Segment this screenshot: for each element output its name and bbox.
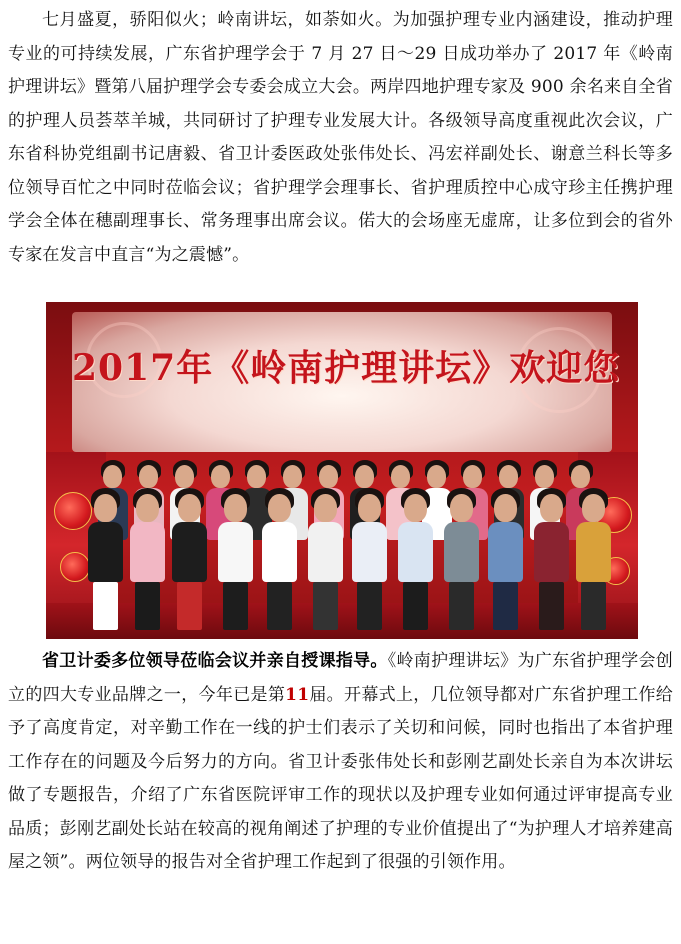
attendee-head — [103, 465, 122, 488]
attendee-legs — [581, 582, 607, 630]
intro-paragraph — [8, 4, 673, 272]
attendee-head — [139, 465, 158, 488]
attendee-legs — [357, 582, 383, 630]
attendee-legs — [403, 582, 429, 630]
attendee-body — [130, 522, 165, 583]
attendee-head — [178, 494, 200, 521]
attendee-legs — [177, 582, 203, 630]
attendee-head — [355, 465, 374, 488]
attendee-head — [582, 494, 604, 521]
attendee-head — [571, 465, 590, 488]
attendee-head — [211, 465, 230, 488]
attendee-legs — [93, 582, 119, 630]
attendee-body — [218, 522, 253, 583]
attendee-head — [94, 494, 116, 521]
attendee-body — [398, 522, 433, 583]
attendee-head — [283, 465, 302, 488]
attendee-head — [427, 465, 446, 488]
attendee-legs — [223, 582, 249, 630]
attendee-head — [358, 494, 380, 521]
attendee-head — [224, 494, 246, 521]
attendee-body — [576, 522, 611, 583]
attendee-head — [540, 494, 562, 521]
attendee-head — [494, 494, 516, 521]
attendee-head — [499, 465, 518, 488]
attendee-body — [172, 522, 207, 583]
intro-paragraph-text: 七月盛夏，骄阳似火；岭南讲坛，如荼如火。为加强护理专业内涵建设，推动护理专业的可持续发展，广东省护理学会于 7 月 27 日～29 日成功举办了 2017 年《岭南护理讲坛》暨第八届护理学会专委会成立大会。两岸四地护理专家及 900 余名来自全省的护理人员荟萃羊城，共同研讨了护理专业发展大计。各级领导高度重视此次会议，广东省科协党组副书记唐毅、省卫计委医政处张伟处长、冯宏祥副处长、谢意兰科长等多位领导百忙之中同时莅临会议；省护理学会理事长、省护理质控中心成守珍主任携护理学会全体在穗副理事长、常务理事出席会议。偌大的会场座无虚席，让多位到会的省外专家在发言中直言“为之震憾”。 — [8, 10, 673, 265]
leaders-paragraph-text-before: 《岭南护理讲坛》为广东省护理学会创立的四大专业品牌之一，今年已是第 — [8, 651, 673, 705]
lantern-icon — [60, 552, 90, 582]
attendee-body — [308, 522, 343, 583]
attendee-head — [314, 494, 336, 521]
attendee-head — [268, 494, 290, 521]
session-number: 11 — [285, 684, 310, 705]
attendee-head — [463, 465, 482, 488]
leaders-paragraph-text-after: 届。开幕式上，几位领导都对广东省护理工作给予了高度肯定，对辛勤工作在一线的护士们表示了关切和问候，同时也指出了本省护理工作存在的问题及今后努力的方向。省卫计委张伟处长和彭刚艺副处长亲自为本次讲坛做了专题报告，介绍了广东省医院评审工作的现状以及护理专业如何通过评审提高专业品质；彭刚艺副处长站在较高的视角阐述了护理的专业价值提出了“为护理人才培养建高屋之领”。两位领导的报告对全省护理工作起到了很强的引领作用。 — [8, 684, 674, 872]
attendee-head — [404, 494, 426, 521]
attendee-head — [247, 465, 266, 488]
attendee-legs — [135, 582, 161, 630]
attendee-body — [534, 522, 569, 583]
attendee-legs — [539, 582, 565, 630]
lantern-icon — [54, 492, 92, 530]
attendee-head — [450, 494, 472, 521]
attendee-body — [262, 522, 297, 583]
attendee-legs — [267, 582, 293, 630]
attendee-legs — [313, 582, 339, 630]
attendee-body — [88, 522, 123, 583]
group-photo — [46, 302, 638, 639]
attendee-legs — [449, 582, 475, 630]
attendee-body — [488, 522, 523, 583]
leaders-paragraph-lead: 省卫计委多位领导莅临会议并亲自授课指导。 — [42, 651, 388, 671]
banner-title: 2017年《岭南护理讲坛》欢迎您 — [72, 347, 621, 389]
attendee-head — [391, 465, 410, 488]
attendee-head — [535, 465, 554, 488]
leaders-paragraph — [8, 645, 673, 880]
attendee-body — [352, 522, 387, 583]
attendee-head — [136, 494, 158, 521]
attendee-body — [444, 522, 479, 583]
attendee-head — [175, 465, 194, 488]
attendee-legs — [493, 582, 519, 630]
attendee-head — [319, 465, 338, 488]
